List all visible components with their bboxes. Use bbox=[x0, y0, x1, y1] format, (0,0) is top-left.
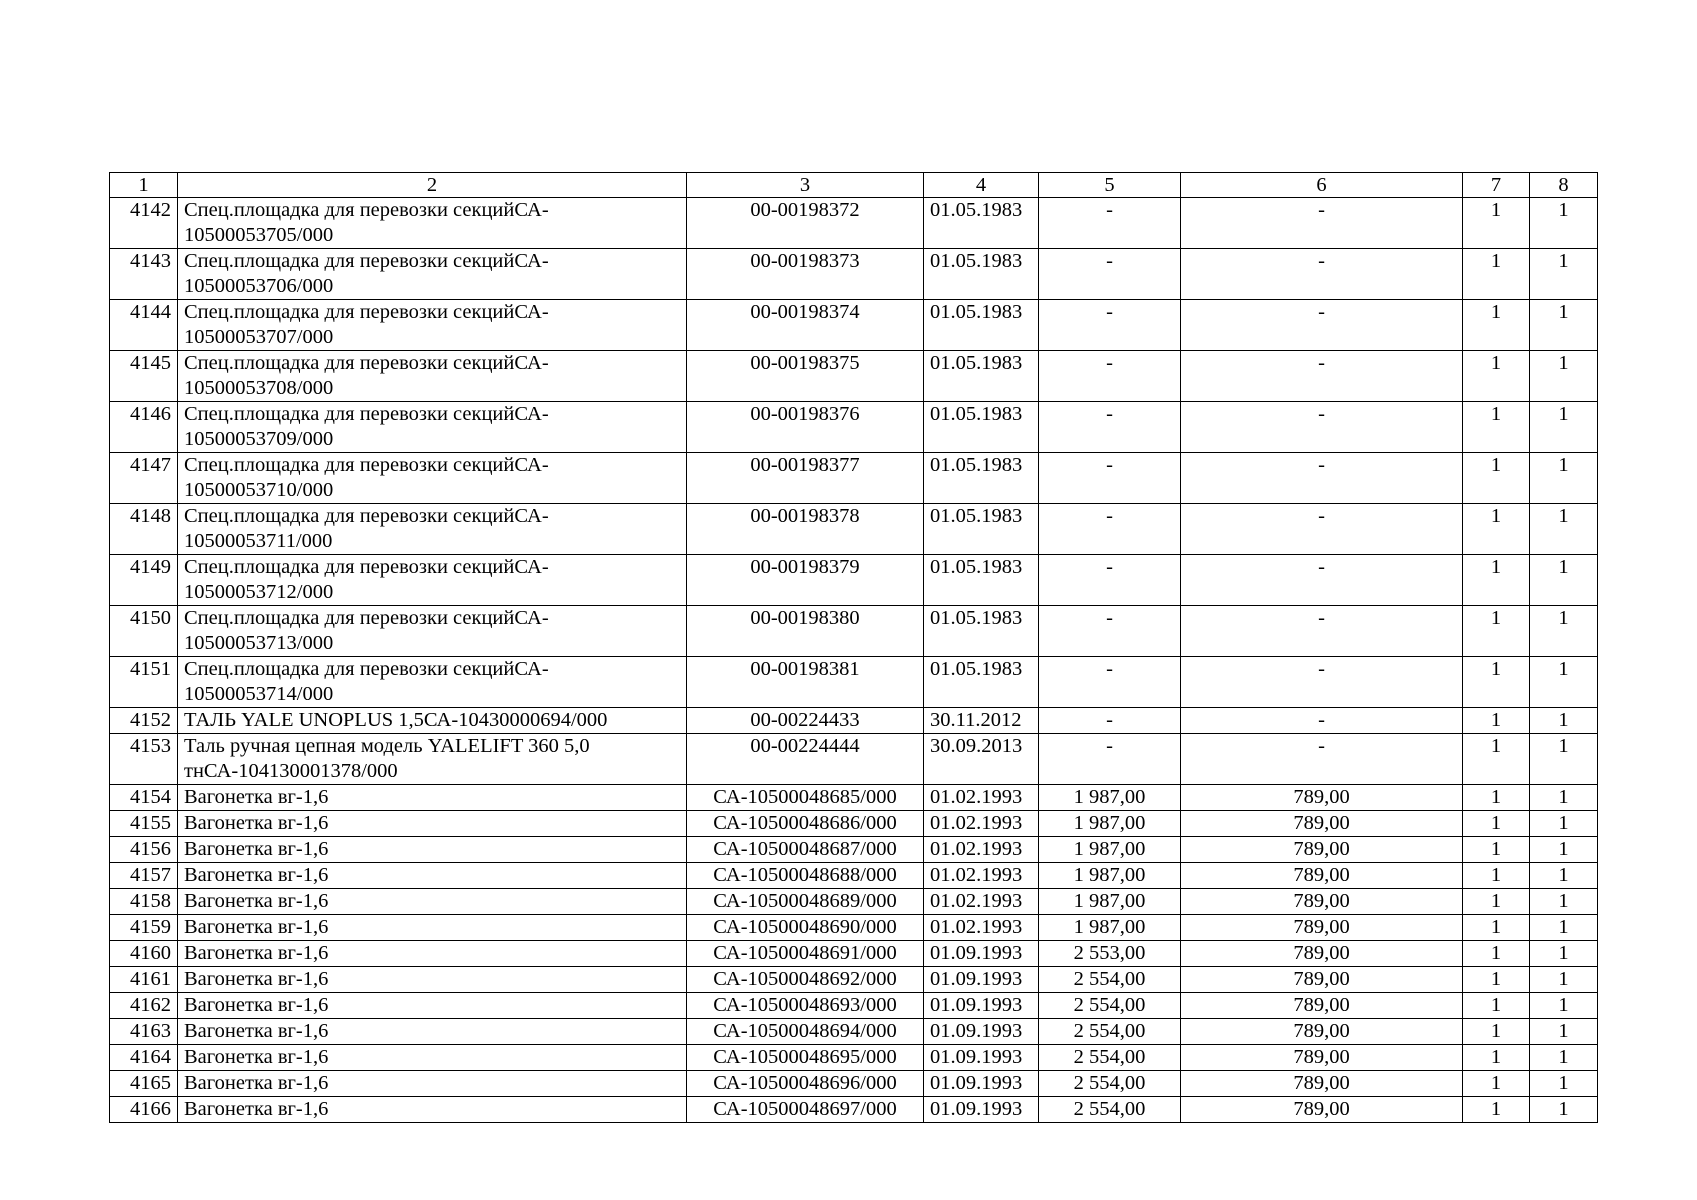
quantity-cell: 1 bbox=[1530, 967, 1598, 993]
inventory-number-cell: 00-00198377 bbox=[687, 453, 924, 504]
row-number-cell: 4154 bbox=[110, 785, 178, 811]
table-row bbox=[110, 402, 1598, 453]
column-number-row bbox=[110, 173, 1598, 198]
table-row bbox=[110, 863, 1598, 889]
quantity-cell: 1 bbox=[1463, 734, 1530, 785]
quantity-cell: 1 bbox=[1530, 1071, 1598, 1097]
date-cell: 01.09.1993 bbox=[924, 993, 1039, 1019]
quantity-cell: 1 bbox=[1463, 993, 1530, 1019]
asset-name-cell bbox=[178, 351, 687, 402]
quantity-cell: 1 bbox=[1530, 657, 1598, 708]
row-number-cell: 4159 bbox=[110, 915, 178, 941]
inventory-number-cell: 00-00198374 bbox=[687, 300, 924, 351]
row-number-cell: 4151 bbox=[110, 657, 178, 708]
asset-name-line: Вагонетка вг-1,6 bbox=[184, 1072, 329, 1094]
date-cell: 01.02.1993 bbox=[924, 889, 1039, 915]
asset-name-line: Вагонетка вг-1,6 bbox=[184, 1020, 329, 1042]
asset-name-cell bbox=[178, 863, 687, 889]
row-number-cell: 4142 bbox=[110, 198, 178, 249]
table-row bbox=[110, 1019, 1598, 1045]
row-number-cell: 4158 bbox=[110, 889, 178, 915]
row-number-cell: 4143 bbox=[110, 249, 178, 300]
cost-cell: 1 987,00 bbox=[1039, 915, 1181, 941]
residual-value-cell: - bbox=[1181, 657, 1463, 708]
row-number-cell: 4163 bbox=[110, 1019, 178, 1045]
asset-name-line: 10500053712/000 bbox=[184, 581, 334, 603]
quantity-cell: 1 bbox=[1530, 863, 1598, 889]
cost-cell: - bbox=[1039, 606, 1181, 657]
date-cell: 01.02.1993 bbox=[924, 785, 1039, 811]
quantity-cell: 1 bbox=[1463, 1045, 1530, 1071]
quantity-cell: 1 bbox=[1463, 785, 1530, 811]
date-cell: 01.09.1993 bbox=[924, 1097, 1039, 1123]
row-number-cell: 4152 bbox=[110, 708, 178, 734]
residual-value-cell: - bbox=[1181, 300, 1463, 351]
asset-name-line: ТАЛЬ YALE UNOPLUS 1,5СА-10430000694/000 bbox=[184, 709, 608, 731]
inventory-number-cell: 00-00198379 bbox=[687, 555, 924, 606]
inventory-number-cell: 00-00198378 bbox=[687, 504, 924, 555]
quantity-cell: 1 bbox=[1530, 1045, 1598, 1071]
quantity-cell: 1 bbox=[1530, 993, 1598, 1019]
asset-name-line: Спец.площадка для перевозки секцийСА- bbox=[184, 352, 549, 374]
table-row bbox=[110, 708, 1598, 734]
asset-name-cell bbox=[178, 657, 687, 708]
quantity-cell: 1 bbox=[1530, 734, 1598, 785]
residual-value-cell: - bbox=[1181, 504, 1463, 555]
residual-value-cell: - bbox=[1181, 708, 1463, 734]
quantity-cell: 1 bbox=[1530, 1097, 1598, 1123]
cost-cell: 1 987,00 bbox=[1039, 785, 1181, 811]
residual-value-cell: 789,00 bbox=[1181, 863, 1463, 889]
asset-name-cell bbox=[178, 734, 687, 785]
date-cell: 01.09.1993 bbox=[924, 1071, 1039, 1097]
residual-value-cell: 789,00 bbox=[1181, 941, 1463, 967]
column-header: 4 bbox=[924, 173, 1039, 198]
residual-value-cell: 789,00 bbox=[1181, 1097, 1463, 1123]
asset-name-line: Спец.площадка для перевозки секцийСА- bbox=[184, 556, 549, 578]
cost-cell: - bbox=[1039, 402, 1181, 453]
table-row bbox=[110, 504, 1598, 555]
row-number-cell: 4160 bbox=[110, 941, 178, 967]
table-row bbox=[110, 1045, 1598, 1071]
inventory-number-cell: СА-10500048687/000 bbox=[687, 837, 924, 863]
asset-name-line: Спец.площадка для перевозки секцийСА- bbox=[184, 505, 549, 527]
cost-cell: - bbox=[1039, 249, 1181, 300]
residual-value-cell: 789,00 bbox=[1181, 993, 1463, 1019]
asset-register-table bbox=[109, 172, 1598, 1123]
asset-name-line: Спец.площадка для перевозки секцийСА- bbox=[184, 658, 549, 680]
inventory-number-cell: СА-10500048694/000 bbox=[687, 1019, 924, 1045]
column-header: 8 bbox=[1530, 173, 1598, 198]
date-cell: 01.05.1983 bbox=[924, 657, 1039, 708]
quantity-cell: 1 bbox=[1530, 811, 1598, 837]
row-number-cell: 4149 bbox=[110, 555, 178, 606]
residual-value-cell: - bbox=[1181, 249, 1463, 300]
quantity-cell: 1 bbox=[1530, 555, 1598, 606]
table-row bbox=[110, 941, 1598, 967]
cost-cell: 2 554,00 bbox=[1039, 1045, 1181, 1071]
residual-value-cell: - bbox=[1181, 555, 1463, 606]
row-number-cell: 4166 bbox=[110, 1097, 178, 1123]
table-row bbox=[110, 967, 1598, 993]
inventory-number-cell: СА-10500048689/000 bbox=[687, 889, 924, 915]
inventory-number-cell: 00-00198376 bbox=[687, 402, 924, 453]
cost-cell: - bbox=[1039, 453, 1181, 504]
quantity-cell: 1 bbox=[1463, 1019, 1530, 1045]
quantity-cell: 1 bbox=[1463, 453, 1530, 504]
residual-value-cell: - bbox=[1181, 351, 1463, 402]
row-number-cell: 4157 bbox=[110, 863, 178, 889]
row-number-cell: 4155 bbox=[110, 811, 178, 837]
asset-name-cell bbox=[178, 708, 687, 734]
asset-name-line: Спец.площадка для перевозки секцийСА- bbox=[184, 607, 549, 629]
asset-name-cell bbox=[178, 606, 687, 657]
quantity-cell: 1 bbox=[1463, 504, 1530, 555]
row-number-cell: 4150 bbox=[110, 606, 178, 657]
residual-value-cell: 789,00 bbox=[1181, 785, 1463, 811]
table-row bbox=[110, 249, 1598, 300]
date-cell: 01.05.1983 bbox=[924, 453, 1039, 504]
residual-value-cell: 789,00 bbox=[1181, 837, 1463, 863]
quantity-cell: 1 bbox=[1463, 402, 1530, 453]
quantity-cell: 1 bbox=[1463, 249, 1530, 300]
quantity-cell: 1 bbox=[1463, 863, 1530, 889]
inventory-number-cell: 00-00198373 bbox=[687, 249, 924, 300]
asset-name-cell bbox=[178, 967, 687, 993]
asset-name-cell bbox=[178, 249, 687, 300]
row-number-cell: 4153 bbox=[110, 734, 178, 785]
quantity-cell: 1 bbox=[1463, 1097, 1530, 1123]
asset-name-line: Спец.площадка для перевозки секцийСА- bbox=[184, 454, 549, 476]
asset-name-line: тнСА-104130001378/000 bbox=[184, 760, 398, 782]
quantity-cell: 1 bbox=[1530, 606, 1598, 657]
date-cell: 01.05.1983 bbox=[924, 402, 1039, 453]
asset-name-cell bbox=[178, 1071, 687, 1097]
quantity-cell: 1 bbox=[1463, 941, 1530, 967]
quantity-cell: 1 bbox=[1463, 915, 1530, 941]
table-row bbox=[110, 734, 1598, 785]
quantity-cell: 1 bbox=[1463, 351, 1530, 402]
date-cell: 01.09.1993 bbox=[924, 1019, 1039, 1045]
quantity-cell: 1 bbox=[1463, 708, 1530, 734]
column-header: 5 bbox=[1039, 173, 1181, 198]
cost-cell: - bbox=[1039, 300, 1181, 351]
date-cell: 01.05.1983 bbox=[924, 249, 1039, 300]
inventory-number-cell: СА-10500048690/000 bbox=[687, 915, 924, 941]
asset-name-line: 10500053709/000 bbox=[184, 428, 334, 450]
cost-cell: - bbox=[1039, 657, 1181, 708]
asset-name-line: 10500053714/000 bbox=[184, 683, 334, 705]
inventory-number-cell: СА-10500048691/000 bbox=[687, 941, 924, 967]
table-row bbox=[110, 993, 1598, 1019]
column-header: 7 bbox=[1463, 173, 1530, 198]
cost-cell: 2 553,00 bbox=[1039, 941, 1181, 967]
residual-value-cell: 789,00 bbox=[1181, 1045, 1463, 1071]
residual-value-cell: - bbox=[1181, 606, 1463, 657]
date-cell: 01.09.1993 bbox=[924, 1045, 1039, 1071]
quantity-cell: 1 bbox=[1463, 300, 1530, 351]
quantity-cell: 1 bbox=[1463, 811, 1530, 837]
asset-name-line: Вагонетка вг-1,6 bbox=[184, 890, 329, 912]
asset-name-cell bbox=[178, 1019, 687, 1045]
quantity-cell: 1 bbox=[1463, 967, 1530, 993]
asset-name-cell bbox=[178, 402, 687, 453]
quantity-cell: 1 bbox=[1530, 915, 1598, 941]
date-cell: 01.05.1983 bbox=[924, 300, 1039, 351]
row-number-cell: 4148 bbox=[110, 504, 178, 555]
inventory-number-cell: СА-10500048685/000 bbox=[687, 785, 924, 811]
inventory-number-cell: СА-10500048686/000 bbox=[687, 811, 924, 837]
asset-name-line: Вагонетка вг-1,6 bbox=[184, 942, 329, 964]
date-cell: 01.02.1993 bbox=[924, 863, 1039, 889]
column-header: 1 bbox=[110, 173, 178, 198]
asset-name-cell bbox=[178, 993, 687, 1019]
cost-cell: 1 987,00 bbox=[1039, 889, 1181, 915]
quantity-cell: 1 bbox=[1530, 453, 1598, 504]
cost-cell: 1 987,00 bbox=[1039, 837, 1181, 863]
quantity-cell: 1 bbox=[1463, 837, 1530, 863]
asset-name-cell bbox=[178, 837, 687, 863]
cost-cell: - bbox=[1039, 504, 1181, 555]
table-row bbox=[110, 915, 1598, 941]
asset-name-line: 10500053705/000 bbox=[184, 224, 334, 246]
asset-name-line: 10500053710/000 bbox=[184, 479, 334, 501]
date-cell: 01.05.1983 bbox=[924, 606, 1039, 657]
cost-cell: - bbox=[1039, 351, 1181, 402]
quantity-cell: 1 bbox=[1463, 657, 1530, 708]
inventory-number-cell: 00-00224433 bbox=[687, 708, 924, 734]
row-number-cell: 4144 bbox=[110, 300, 178, 351]
table-row bbox=[110, 351, 1598, 402]
asset-name-line: 10500053711/000 bbox=[184, 530, 333, 552]
residual-value-cell: - bbox=[1181, 198, 1463, 249]
asset-name-cell bbox=[178, 555, 687, 606]
residual-value-cell: 789,00 bbox=[1181, 967, 1463, 993]
table-row bbox=[110, 1097, 1598, 1123]
row-number-cell: 4162 bbox=[110, 993, 178, 1019]
cost-cell: 2 554,00 bbox=[1039, 967, 1181, 993]
residual-value-cell: 789,00 bbox=[1181, 889, 1463, 915]
cost-cell: 2 554,00 bbox=[1039, 993, 1181, 1019]
date-cell: 01.05.1983 bbox=[924, 198, 1039, 249]
inventory-number-cell: 00-00198372 bbox=[687, 198, 924, 249]
residual-value-cell: 789,00 bbox=[1181, 1019, 1463, 1045]
row-number-cell: 4164 bbox=[110, 1045, 178, 1071]
asset-name-line: Вагонетка вг-1,6 bbox=[184, 864, 329, 886]
asset-name-line: 10500053706/000 bbox=[184, 275, 334, 297]
quantity-cell: 1 bbox=[1530, 837, 1598, 863]
date-cell: 30.09.2013 bbox=[924, 734, 1039, 785]
table-row bbox=[110, 555, 1598, 606]
quantity-cell: 1 bbox=[1463, 198, 1530, 249]
residual-value-cell: 789,00 bbox=[1181, 1071, 1463, 1097]
asset-name-line: Спец.площадка для перевозки секцийСА- bbox=[184, 250, 549, 272]
cost-cell: - bbox=[1039, 555, 1181, 606]
asset-name-line: Вагонетка вг-1,6 bbox=[184, 916, 329, 938]
inventory-number-cell: СА-10500048688/000 bbox=[687, 863, 924, 889]
date-cell: 01.09.1993 bbox=[924, 941, 1039, 967]
table-header bbox=[110, 173, 1598, 198]
quantity-cell: 1 bbox=[1530, 504, 1598, 555]
date-cell: 30.11.2012 bbox=[924, 708, 1039, 734]
asset-name-line: Спец.площадка для перевозки секцийСА- bbox=[184, 199, 549, 221]
asset-name-cell bbox=[178, 941, 687, 967]
asset-name-cell bbox=[178, 504, 687, 555]
row-number-cell: 4147 bbox=[110, 453, 178, 504]
date-cell: 01.02.1993 bbox=[924, 915, 1039, 941]
asset-name-line: 10500053707/000 bbox=[184, 326, 334, 348]
asset-name-line: 10500053713/000 bbox=[184, 632, 334, 654]
asset-name-cell bbox=[178, 1097, 687, 1123]
asset-name-line: Вагонетка вг-1,6 bbox=[184, 838, 329, 860]
asset-name-cell bbox=[178, 785, 687, 811]
date-cell: 01.02.1993 bbox=[924, 811, 1039, 837]
date-cell: 01.09.1993 bbox=[924, 967, 1039, 993]
column-header: 6 bbox=[1181, 173, 1463, 198]
quantity-cell: 1 bbox=[1530, 402, 1598, 453]
asset-name-line: Вагонетка вг-1,6 bbox=[184, 812, 329, 834]
cost-cell: 2 554,00 bbox=[1039, 1019, 1181, 1045]
asset-name-cell bbox=[178, 300, 687, 351]
table-body bbox=[110, 198, 1598, 1123]
inventory-number-cell: СА-10500048695/000 bbox=[687, 1045, 924, 1071]
inventory-number-cell: СА-10500048697/000 bbox=[687, 1097, 924, 1123]
cost-cell: - bbox=[1039, 734, 1181, 785]
quantity-cell: 1 bbox=[1463, 606, 1530, 657]
asset-name-line: Вагонетка вг-1,6 bbox=[184, 1046, 329, 1068]
residual-value-cell: - bbox=[1181, 402, 1463, 453]
inventory-number-cell: СА-10500048692/000 bbox=[687, 967, 924, 993]
row-number-cell: 4145 bbox=[110, 351, 178, 402]
inventory-number-cell: 00-00224444 bbox=[687, 734, 924, 785]
column-header: 2 bbox=[178, 173, 687, 198]
table-row bbox=[110, 811, 1598, 837]
cost-cell: 2 554,00 bbox=[1039, 1071, 1181, 1097]
quantity-cell: 1 bbox=[1530, 249, 1598, 300]
row-number-cell: 4156 bbox=[110, 837, 178, 863]
asset-name-cell bbox=[178, 453, 687, 504]
cost-cell: - bbox=[1039, 198, 1181, 249]
row-number-cell: 4146 bbox=[110, 402, 178, 453]
document-sheet bbox=[109, 172, 1597, 1123]
inventory-number-cell: СА-10500048696/000 bbox=[687, 1071, 924, 1097]
table-row bbox=[110, 837, 1598, 863]
date-cell: 01.05.1983 bbox=[924, 504, 1039, 555]
quantity-cell: 1 bbox=[1530, 785, 1598, 811]
inventory-number-cell: 00-00198380 bbox=[687, 606, 924, 657]
table-row bbox=[110, 606, 1598, 657]
asset-name-line: Таль ручная цепная модель YALELIFT 360 5,0 bbox=[184, 735, 590, 757]
column-header: 3 bbox=[687, 173, 924, 198]
quantity-cell: 1 bbox=[1530, 351, 1598, 402]
asset-name-cell bbox=[178, 811, 687, 837]
quantity-cell: 1 bbox=[1530, 1019, 1598, 1045]
table-row bbox=[110, 889, 1598, 915]
quantity-cell: 1 bbox=[1530, 198, 1598, 249]
quantity-cell: 1 bbox=[1530, 300, 1598, 351]
table-row bbox=[110, 657, 1598, 708]
asset-name-line: Вагонетка вг-1,6 bbox=[184, 786, 329, 808]
residual-value-cell: 789,00 bbox=[1181, 915, 1463, 941]
asset-name-line: Спец.площадка для перевозки секцийСА- bbox=[184, 403, 549, 425]
residual-value-cell: 789,00 bbox=[1181, 811, 1463, 837]
cost-cell: 1 987,00 bbox=[1039, 811, 1181, 837]
cost-cell: 2 554,00 bbox=[1039, 1097, 1181, 1123]
inventory-number-cell: 00-00198375 bbox=[687, 351, 924, 402]
table-row bbox=[110, 1071, 1598, 1097]
quantity-cell: 1 bbox=[1530, 708, 1598, 734]
date-cell: 01.05.1983 bbox=[924, 555, 1039, 606]
date-cell: 01.05.1983 bbox=[924, 351, 1039, 402]
table-row bbox=[110, 453, 1598, 504]
row-number-cell: 4165 bbox=[110, 1071, 178, 1097]
cost-cell: - bbox=[1039, 708, 1181, 734]
date-cell: 01.02.1993 bbox=[924, 837, 1039, 863]
table-row bbox=[110, 785, 1598, 811]
table-row bbox=[110, 300, 1598, 351]
cost-cell: 1 987,00 bbox=[1039, 863, 1181, 889]
asset-name-line: Вагонетка вг-1,6 bbox=[184, 1098, 329, 1120]
table-row bbox=[110, 198, 1598, 249]
asset-name-line: 10500053708/000 bbox=[184, 377, 334, 399]
asset-name-line: Спец.площадка для перевозки секцийСА- bbox=[184, 301, 549, 323]
asset-name-cell bbox=[178, 198, 687, 249]
quantity-cell: 1 bbox=[1463, 1071, 1530, 1097]
asset-name-cell bbox=[178, 889, 687, 915]
asset-name-line: Вагонетка вг-1,6 bbox=[184, 994, 329, 1016]
asset-name-cell bbox=[178, 1045, 687, 1071]
asset-name-line: Вагонетка вг-1,6 bbox=[184, 968, 329, 990]
inventory-number-cell: СА-10500048693/000 bbox=[687, 993, 924, 1019]
quantity-cell: 1 bbox=[1463, 889, 1530, 915]
quantity-cell: 1 bbox=[1530, 941, 1598, 967]
residual-value-cell: - bbox=[1181, 734, 1463, 785]
asset-name-cell bbox=[178, 915, 687, 941]
quantity-cell: 1 bbox=[1463, 555, 1530, 606]
inventory-number-cell: 00-00198381 bbox=[687, 657, 924, 708]
quantity-cell: 1 bbox=[1530, 889, 1598, 915]
residual-value-cell: - bbox=[1181, 453, 1463, 504]
row-number-cell: 4161 bbox=[110, 967, 178, 993]
